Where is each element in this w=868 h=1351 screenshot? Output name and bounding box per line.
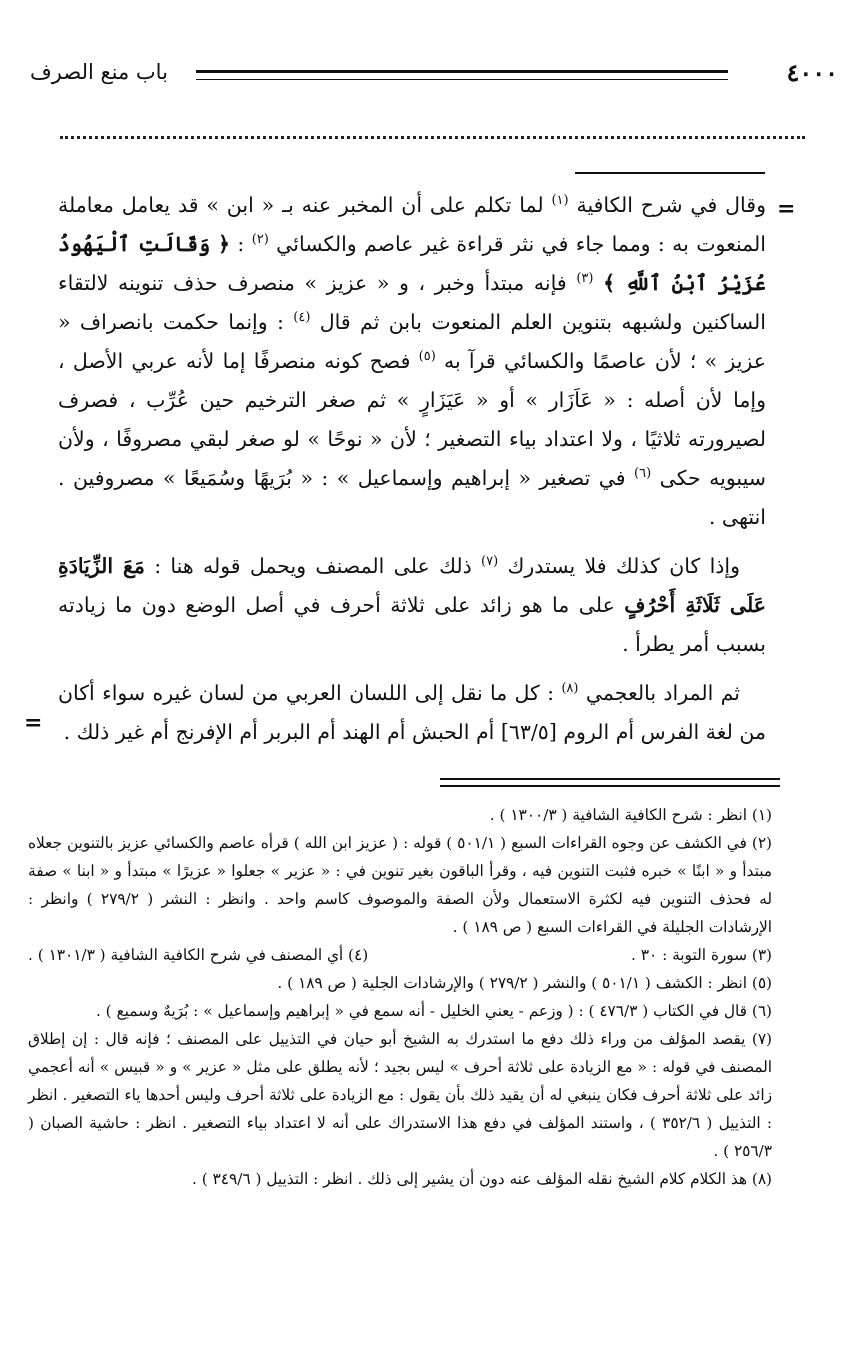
section-rule [575, 172, 765, 174]
text-run: : كل ما نقل إلى اللسان العربي من لسان غيره سواء أكان من لغة الفرس أم الروم [٦٣/٥] أم الحبش أم الهند أم البربر أم الإفرنج أم غير ذلك . [58, 681, 766, 744]
footnote-4: (٤) أي المصنف في شرح الكافية الشافية ( ١٣٠١/٣ ) . [28, 946, 369, 964]
footnote-ref: (٥) [418, 349, 436, 365]
footnote-ref: (٢) [251, 232, 269, 248]
footnote-pair [28, 941, 772, 969]
text-run: فإنه مبتدأ وخبر ، و « عزيز » منصرف حذف تنوينه لالتقاء الساكنين ولشبهه بتنوين العلم المنعوت بابن ثم قال [58, 271, 766, 334]
text-run: ذلك على المصنف ويحمل قوله هنا : [154, 554, 472, 578]
footnote-ref: (٨) [561, 681, 579, 697]
text-run: : [237, 232, 245, 256]
footnote-ref: (٣) [576, 271, 594, 287]
footnote-ref: (٧) [481, 554, 499, 570]
footnote-ref: (٤) [293, 310, 311, 326]
paragraph-2 [58, 547, 766, 664]
continuation-marker-bottom: = [24, 710, 43, 736]
footnote-2: (٢) في الكشف عن وجوه القراءات السبع ( ٥٠١/١ ) قوله : ( عزيز ابن الله ) قرأه عاصم والكسائي عزيز بالتنوين جعلاه مبتدأ و « ابنًا » خبره فثبت التنوين فيه ، وقرأ الباقون بغير تنوين في : « عزير » جعلوا « عزيرًا » مبتدأ و « ابنا » صفة له فحذف التنوين فيه لكثرة الاستعمال ولأن الصفة والموصوف كاسم واحد . وانظر : النشر ( ٢٧٩/٢ ) وانظر : الإرشادات الجليلة في القراءات السبع ( ص ١٨٩ ) . [28, 834, 772, 936]
footnote-separator [440, 778, 780, 787]
footnote-6: (٦) قال في الكتاب ( ٤٧٦/٣ ) : ( وزعم - يعني الخليل - أنه سمع في « إبراهيم وإسماعيل » : بُرَيهٌ وسميع ) . [95, 1002, 772, 1020]
text-run: على ما هو زائد على ثلاثة أحرف في أصل الوضع دون ما زيادته بسبب أمر يطرأ . [58, 593, 766, 656]
paragraph-1 [58, 186, 766, 537]
main-text [58, 186, 766, 762]
text-run: لما تكلم على أن المخبر عنه بـ « ابن » قد يعامل معاملة المنعوت به : ومما جاء في نثر قراءة غير عاصم والكسائي [58, 193, 766, 256]
footnote-ref: (١) [551, 193, 569, 209]
running-header [30, 58, 838, 94]
footnotes [28, 801, 772, 1193]
text-run: فصح كونه منصرفًا إما لأنه عربي الأصل ، وإما لأن أصله : « عَاَزَار » أو « عَيَزَارٍ » ثم صغر الترخيم حين عُرِّب ، فصرف لصيرورته ثلاثيًا ، ولا اعتداد بياء التصغير ؛ لأن « نوحًا » لو صغر لبقي مصروفًا ، ولأن سيبويه حكى [58, 349, 766, 490]
quran-verse: ﴿ وَقَالَتِ ٱلْيَهُودُ عُزَيْرُ ٱبْنُ ٱللَّهِ ﴾ [58, 232, 766, 295]
text-run: في تصغير « إبراهيم وإسماعيل » : « بُرَيهًا وسُمَيعًا » مصروفين . انتهى . [58, 466, 766, 529]
text-run: وقال في شرح الكافية [576, 193, 766, 217]
dotted-separator [60, 124, 805, 139]
text-run: ثم المراد بالعجمي [585, 681, 740, 705]
paragraph-3 [58, 674, 766, 752]
text-run: : وإنما حكمت بانصراف « عزيز » ؛ لأن عاصمًا والكسائي قرآ به [58, 310, 766, 373]
footnote-7: (٧) يقصد المؤلف من وراء ذلك دفع ما استدرك به الشيخ أبو حيان في التذييل على المصنف ؛ فإنه قال : إن إطلاق المصنف في قوله : « مع الزيادة على ثلاثة أحرف » ليس بجيد ؛ لأنه يطلق على مثل « عزير » و « قبيس » أنه أعجمي زائد على ثلاثة أحرف فكان ينبغي له أن يقيد ذلك بأن يقول : مع الزيادة على ثلاثة أحرف وليس أحدها ياء التصغير . انظر : التذييل ( ٣٥٢/٦ ) ، واستند المؤلف في دفع هذا الاستدراك على أنه لا اعتداد بياء التصغير . انظر : حاشية الصبان ( ٢٥٦/٣ ) . [28, 1030, 772, 1160]
header-rule [196, 70, 728, 80]
continuation-marker-top: = [777, 196, 796, 222]
page-number: ٤٠٠٠ [786, 58, 838, 87]
chapter-title: باب منع الصرف [30, 60, 168, 84]
footnote-5: (٥) انظر : الكشف ( ٥٠١/١ ) والنشر ( ٢٧٩/٢ ) والإرشادات الجلية ( ص ١٨٩ ) . [277, 974, 772, 992]
footnote-3: (٣) سورة التوبة : ٣٠ . [631, 946, 772, 964]
text-run: وإذا كان كذلك فلا يستدرك [507, 554, 740, 578]
footnote-8: (٨) هذ الكلام كلام الشيخ نقله المؤلف عنه دون أن يشير إلى ذلك . انظر : التذييل ( ٣٤٩/٦ ) . [191, 1170, 772, 1188]
footnote-1: (١) انظر : شرح الكافية الشافية ( ١٣٠٠/٣ ) . [489, 806, 772, 824]
quoted-phrase: مَعَ الزِّيَادَةِ عَلَى ثَلَاثَةِ أَحْرُفٍ [58, 554, 766, 617]
footnote-ref: (٦) [634, 466, 652, 482]
